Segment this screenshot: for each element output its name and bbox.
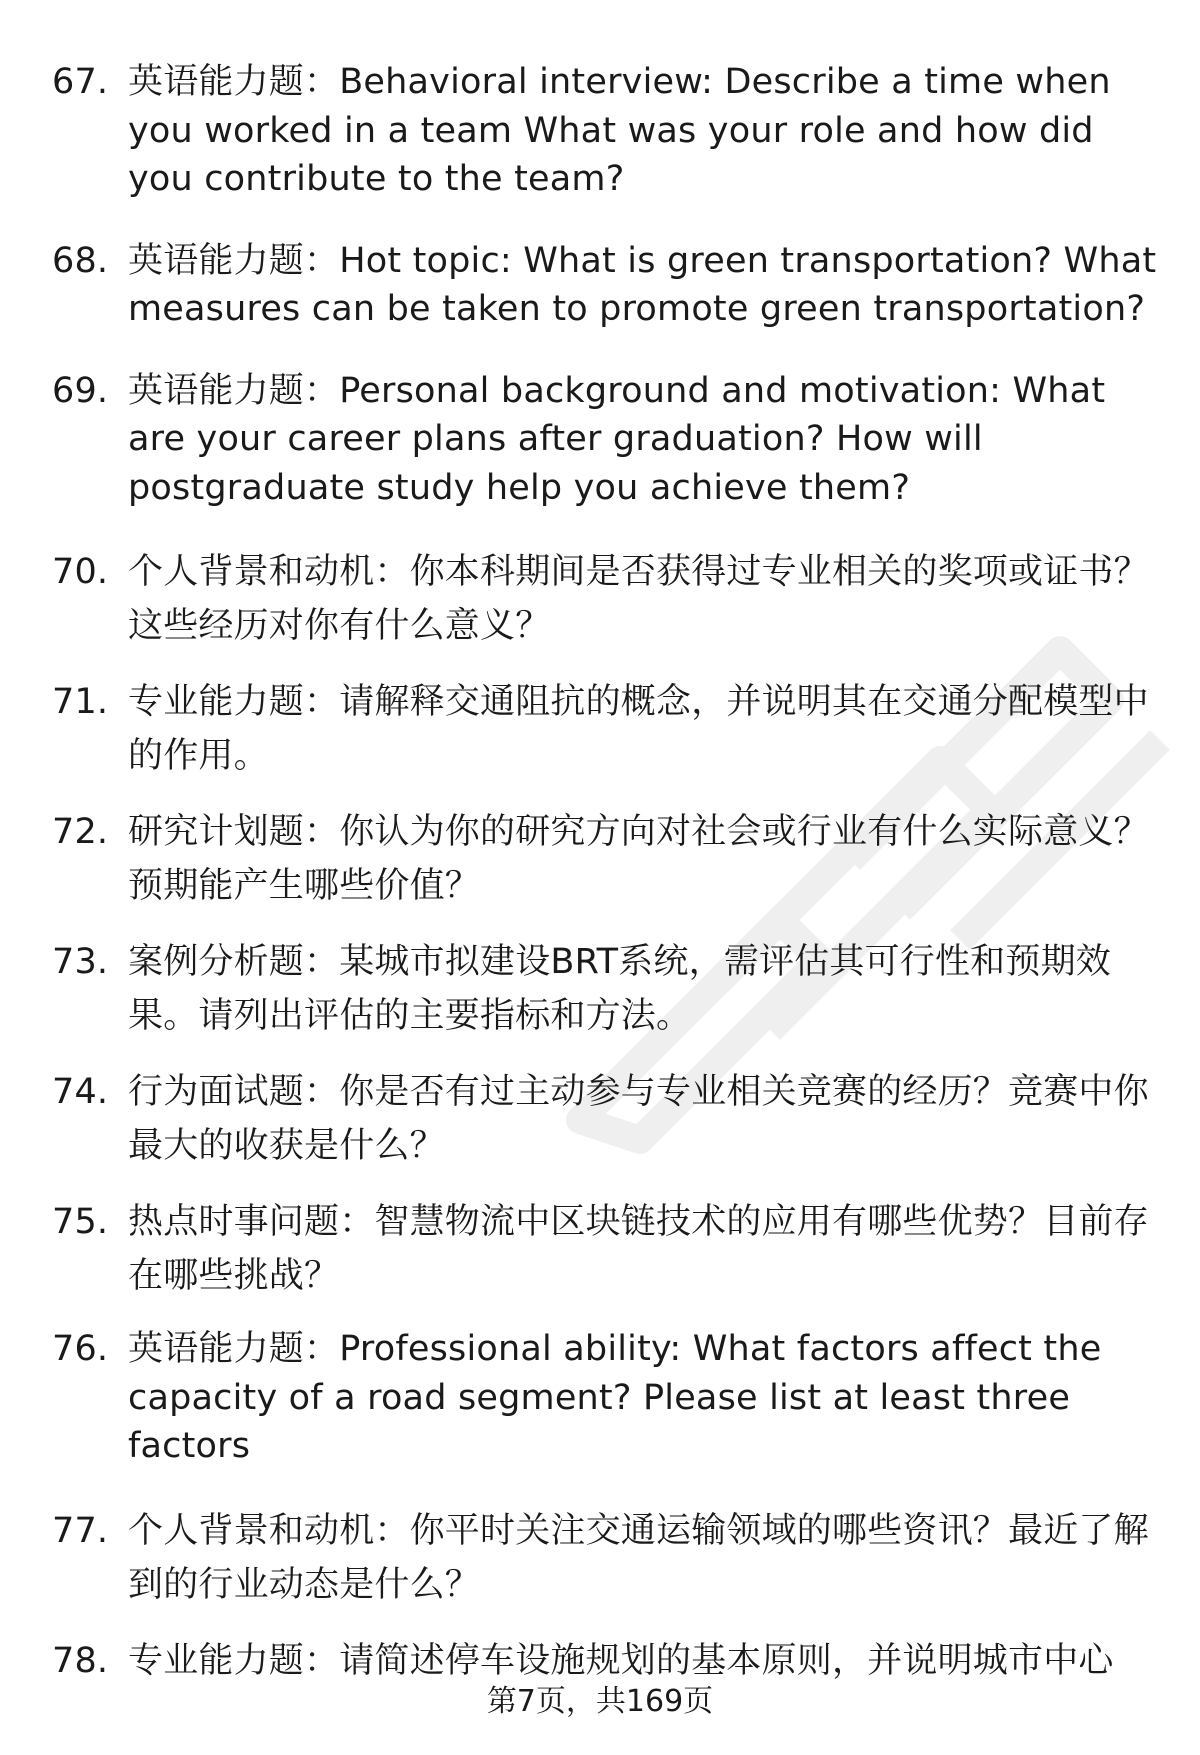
question-text: 专业能力题：请解释交通阻抗的概念，并说明其在交通分配模型中的作用。: [128, 682, 1149, 776]
question-text: 个人背景和动机：你本科期间是否获得过专业相关的奖项或证书？这些经历对你有什么意义？: [128, 552, 1149, 646]
question-item: [0, 935, 1200, 1043]
question-text: 案例分析题：某城市拟建设BRT系统，需评估其可行性和预期效果。请列出评估的主要指标和方法。: [128, 942, 1111, 1036]
question-text: 专业能力题：请简述停车设施规划的基本原则，并说明城市中心: [128, 1640, 1114, 1681]
question-item: [0, 367, 1200, 513]
question-item: [0, 237, 1200, 334]
question-text: 热点时事问题：智慧物流中区块链技术的应用有哪些优势？目前存在哪些挑战？: [128, 1202, 1149, 1296]
question-item: [0, 58, 1200, 204]
question-item: [0, 1065, 1200, 1173]
question-number: 75.: [52, 1202, 109, 1242]
question-item: [0, 545, 1200, 653]
question-item: [0, 1195, 1200, 1303]
question-number: 78.: [52, 1640, 109, 1681]
question-text: 英语能力题：Personal background and motivation: What are your career plans after graduation? How will postgraduate study help you achieve them?: [128, 370, 1106, 508]
question-number: 67.: [52, 62, 109, 102]
page-number-footer: 第7页，共169页: [486, 1684, 714, 1719]
question-number: 68.: [52, 240, 109, 281]
question-number: 73.: [52, 942, 109, 982]
question-number: 71.: [52, 682, 109, 722]
question-text: 英语能力题：Hot topic: What is green transportation? What measures can be taken to promote green transportation?: [128, 240, 1157, 329]
question-text: 行为面试题：你是否有过主动参与专业相关竞赛的经历？竞赛中你最大的收获是什么？: [128, 1072, 1149, 1166]
question-item: [0, 675, 1200, 783]
question-text: 研究计划题：你认为你的研究方向对社会或行业有什么实际意义？预期能产生哪些价值？: [128, 812, 1149, 906]
question-item: [0, 1504, 1200, 1612]
question-text: 个人背景和动机：你平时关注交通运输领域的哪些资讯？最近了解到的行业动态是什么？: [128, 1510, 1149, 1605]
question-text: 英语能力题：Behavioral interview: Describe a time when you worked in a team What was your role and how did you contribute to the team?: [128, 62, 1111, 199]
question-item: [0, 805, 1200, 913]
question-number: 77.: [52, 1510, 109, 1551]
question-number: 70.: [52, 552, 109, 592]
question-number: 69.: [52, 370, 109, 411]
question-number: 72.: [52, 812, 109, 852]
question-number: 76.: [52, 1329, 109, 1369]
question-number: 74.: [52, 1072, 109, 1112]
question-list: [0, 58, 1200, 1710]
question-item: [0, 1634, 1200, 1688]
question-item: [0, 1325, 1200, 1471]
question-text: 英语能力题：Professional ability: What factors affect the capacity of a road segment? Please list at least three factors: [128, 1329, 1102, 1466]
